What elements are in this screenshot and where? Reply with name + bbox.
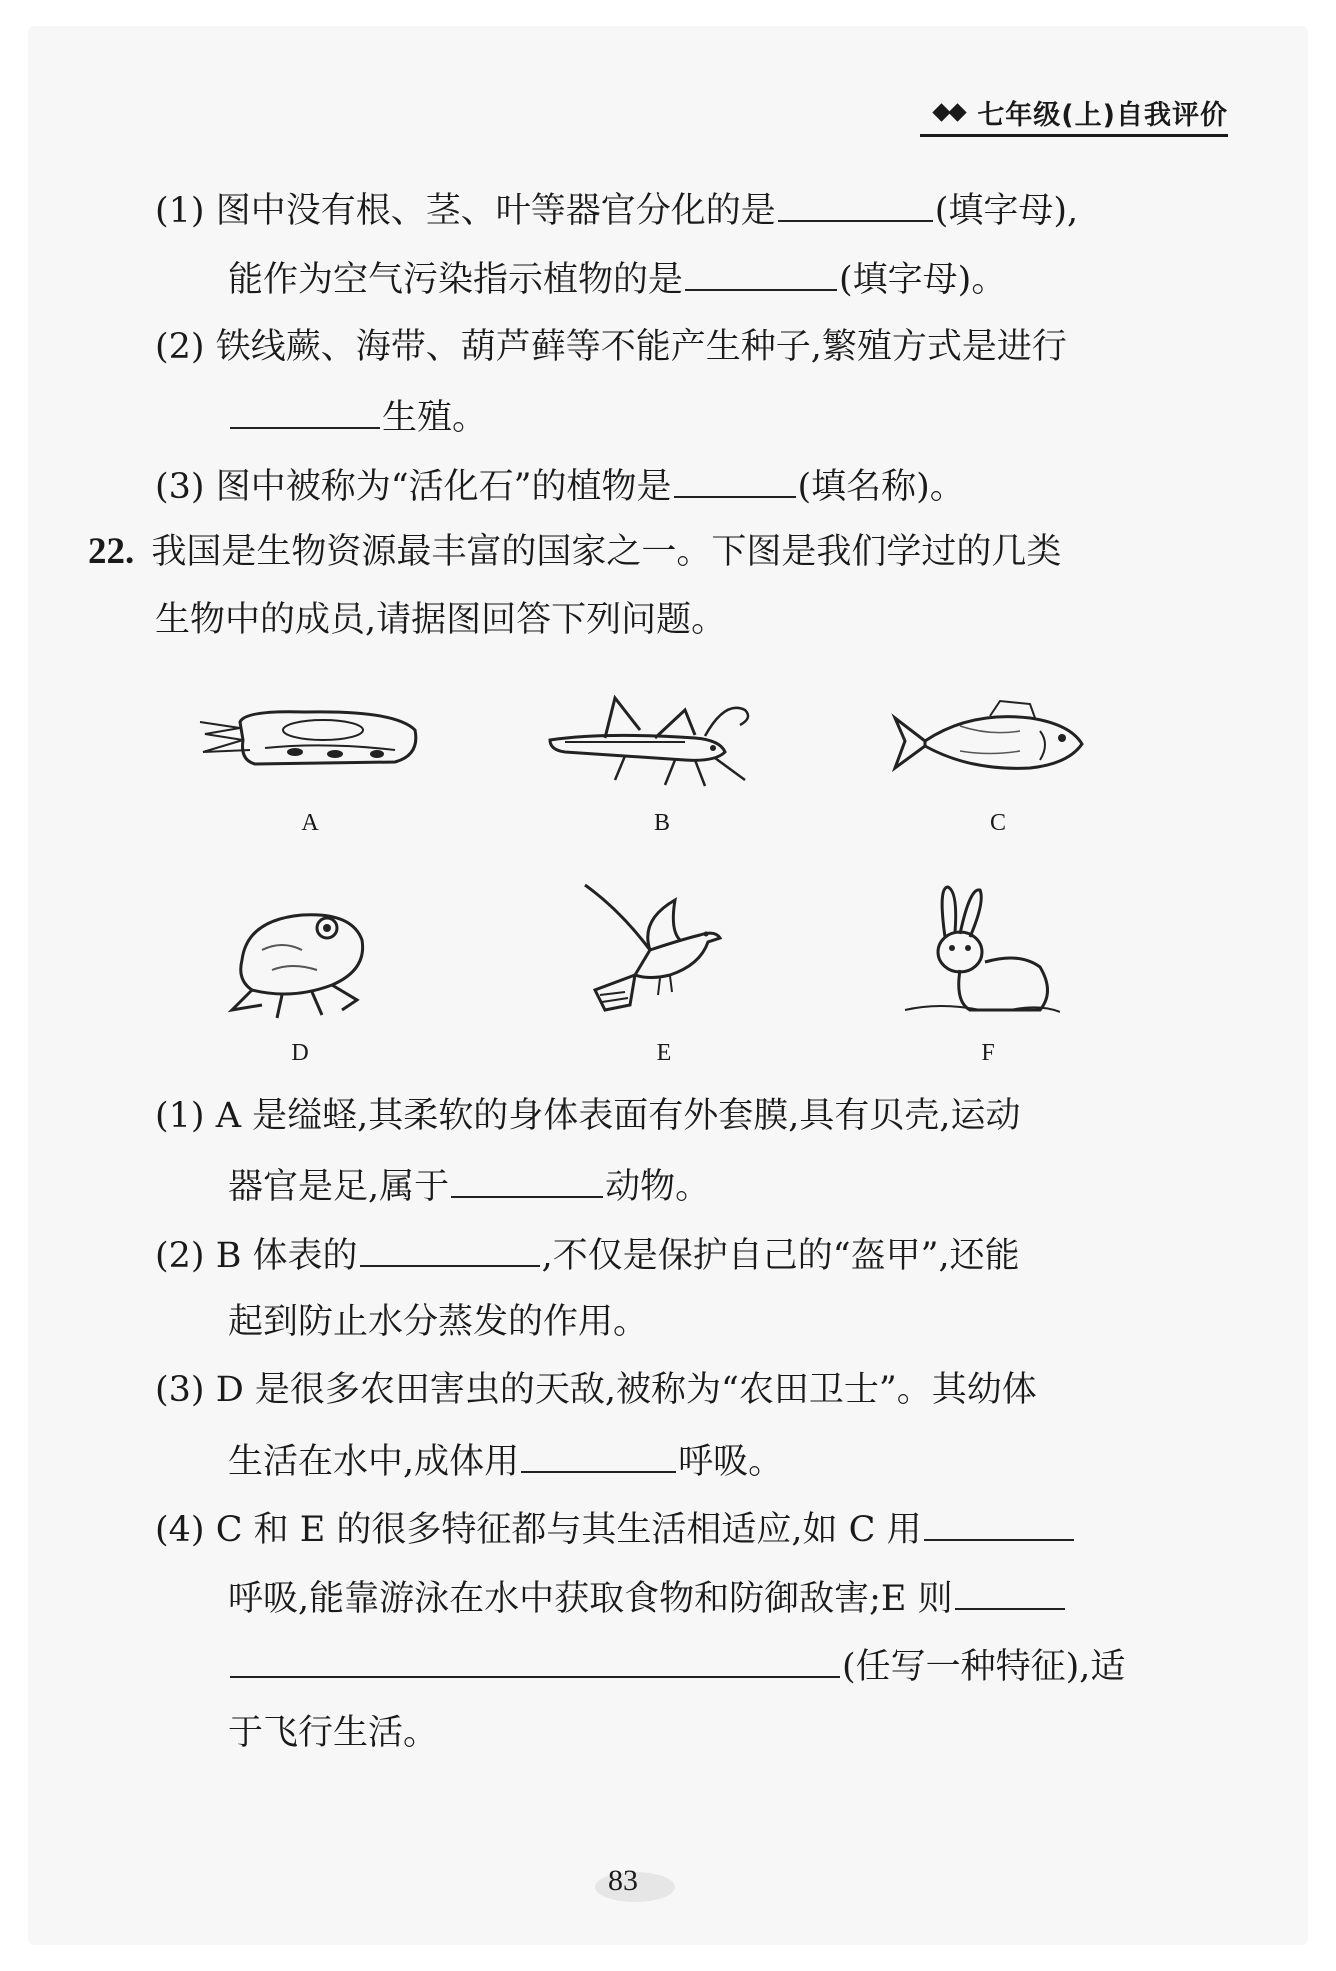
q21-part2-text2: 生殖。 <box>382 398 488 438</box>
q22-part1-line2 <box>228 1162 710 1209</box>
q22-part4-line3 <box>228 1642 1125 1689</box>
figure-label-a: A <box>301 810 319 836</box>
page-number: 83 <box>608 1864 638 1897</box>
q21-part1-line2 <box>228 255 1006 302</box>
q21-part1-hint: (填字母), <box>934 191 1079 231</box>
diamond-icon <box>935 106 967 119</box>
q22-intro-line2 <box>155 598 726 642</box>
q22-part3-line2 <box>228 1437 783 1484</box>
answer-blank[interactable] <box>674 462 796 498</box>
q22-part4-line1 <box>155 1505 1076 1552</box>
q22-part2-line2 <box>228 1300 648 1344</box>
answer-blank[interactable] <box>230 1642 840 1678</box>
q22-part4-text3: (任写一种特征),适 <box>842 1647 1126 1687</box>
q22-part1-text3: 动物。 <box>605 1167 711 1207</box>
header-title: 七年级(上)自我评价 <box>977 99 1228 131</box>
q22-part2-line1 <box>155 1231 1020 1278</box>
q22-part4-text2: 呼吸,能靠游泳在水中获取食物和防御敌害;E 则 <box>228 1579 953 1619</box>
q22-part1-text2: 器官是足,属于 <box>228 1167 450 1207</box>
q22-intro-text: 我国是生物资源最丰富的国家之一。下图是我们学过的几类 <box>151 532 1062 572</box>
q22-part3-text2: 生活在水中,成体用 <box>228 1442 520 1482</box>
q21-part1-text: (1) 图中没有根、茎、叶等器官分化的是 <box>155 191 776 231</box>
q22-part2-text2: ,不仅是保护自己的“盔甲”,还能 <box>541 1236 1020 1276</box>
question-number: 22. <box>88 531 135 572</box>
q22-part4-line4 <box>228 1711 438 1755</box>
fish-figure <box>890 696 1090 786</box>
answer-blank[interactable] <box>778 186 933 222</box>
q22-part3-line1 <box>155 1368 1037 1412</box>
q22-part1-line1 <box>155 1094 1020 1138</box>
answer-blank[interactable] <box>924 1505 1074 1541</box>
q21-part3-text: (3) 图中被称为“活化石”的植物是 <box>155 467 672 507</box>
razor-clam-figure <box>195 700 425 780</box>
q22-part4-text4: 于飞行生活。 <box>228 1713 439 1753</box>
page-header <box>935 92 1228 132</box>
q21-part1-text2: 能作为空气污染指示植物的是 <box>228 260 684 300</box>
q22-part3-text3: 呼吸。 <box>678 1442 784 1482</box>
q21-part2-line2 <box>228 393 487 440</box>
frog-figure <box>222 900 372 1020</box>
q22-part4-text: (4) C 和 E 的很多特征都与其生活相适应,如 C 用 <box>155 1510 922 1550</box>
q21-part3-line1 <box>155 462 965 509</box>
answer-blank[interactable] <box>230 393 380 429</box>
q22-part3-text: (3) D 是很多农田害虫的天敌,被称为“农田卫士”。其幼体 <box>155 1370 1037 1410</box>
answer-blank[interactable] <box>451 1162 603 1198</box>
q22-part2-text3: 起到防止水分蒸发的作用。 <box>228 1302 649 1342</box>
q21-part2-text: (2) 铁线蕨、海带、葫芦藓等不能产生种子,繁殖方式是进行 <box>155 327 1067 367</box>
q22-part1-text: (1) A 是缢蛏,其柔软的身体表面有外套膜,具有贝壳,运动 <box>155 1096 1021 1136</box>
q21-part1-hint2: (填字母)。 <box>839 260 1007 300</box>
rabbit-figure <box>900 882 1060 1022</box>
answer-blank[interactable] <box>685 255 837 291</box>
answer-blank[interactable] <box>360 1231 540 1267</box>
q22-part4-line2 <box>228 1574 1067 1621</box>
q21-part3-hint: (填名称)。 <box>797 467 965 507</box>
figure-label-c: C <box>989 810 1006 836</box>
q21-part2-line1 <box>155 325 1067 369</box>
q22-intro-line1 <box>88 530 1061 574</box>
figure-label-f: F <box>981 1040 995 1066</box>
header-rule <box>920 134 1228 137</box>
answer-blank[interactable] <box>521 1437 676 1473</box>
q22-part2-text: (2) B 体表的 <box>155 1236 358 1276</box>
q21-part1-line1 <box>155 186 1078 233</box>
answer-blank[interactable] <box>955 1574 1065 1610</box>
figure-label-e: E <box>656 1040 672 1066</box>
q22-intro-text2: 生物中的成员,请据图回答下列问题。 <box>155 600 727 640</box>
dove-figure <box>580 880 730 1020</box>
grasshopper-figure <box>545 690 765 790</box>
figure-label-b: B <box>653 810 670 836</box>
figure-label-d: D <box>291 1040 309 1066</box>
